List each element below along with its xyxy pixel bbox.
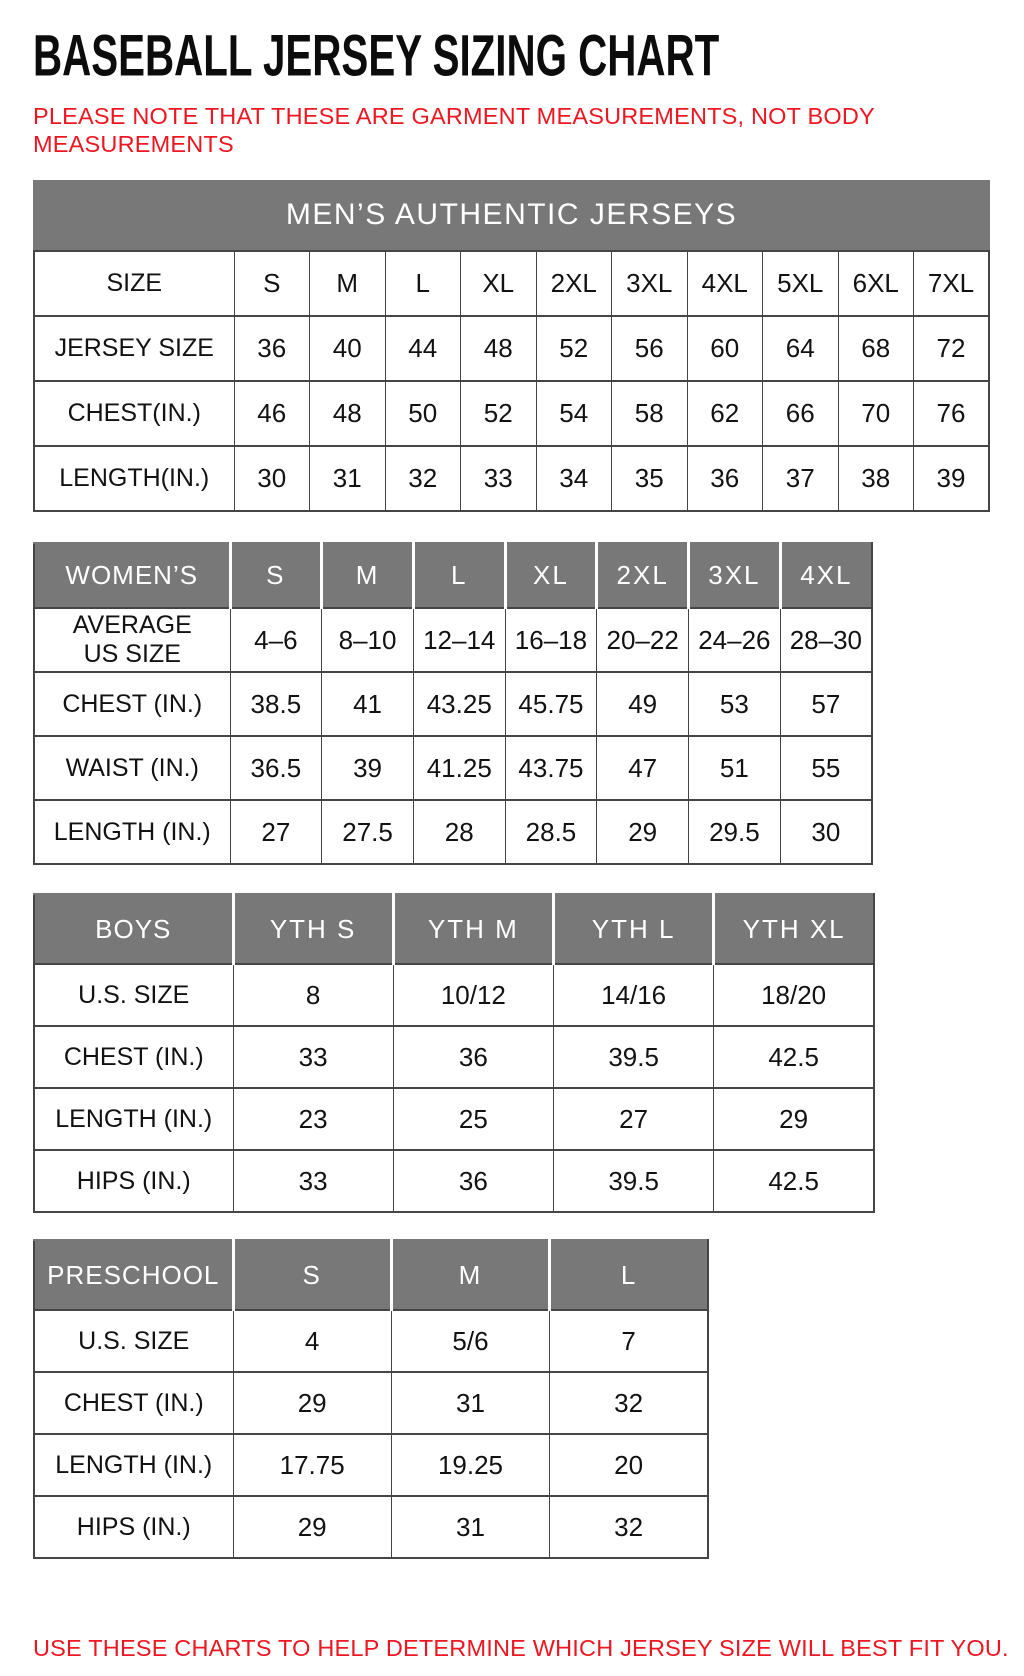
table-row bbox=[34, 1088, 874, 1150]
value-cell: 27 bbox=[230, 800, 322, 864]
header-label-cell: BOYS bbox=[34, 894, 233, 964]
value-cell: 29 bbox=[597, 800, 689, 864]
value-cell: 55 bbox=[780, 736, 872, 800]
value-cell: 33 bbox=[233, 1026, 393, 1088]
table-row bbox=[34, 736, 872, 800]
value-cell: 51 bbox=[689, 736, 781, 800]
value-cell: 16–18 bbox=[505, 608, 597, 672]
value-cell: 19.25 bbox=[391, 1434, 549, 1496]
value-cell: 28.5 bbox=[505, 800, 597, 864]
row-label-cell: HIPS (IN.) bbox=[34, 1150, 233, 1212]
value-cell: 2XL bbox=[536, 251, 612, 316]
value-cell: 49 bbox=[597, 672, 689, 736]
womens-sizing-table bbox=[33, 542, 1024, 865]
value-cell: 29 bbox=[233, 1372, 391, 1434]
value-cell: 46 bbox=[234, 381, 310, 446]
value-cell: 30 bbox=[234, 446, 310, 511]
row-label-cell: LENGTH (IN.) bbox=[34, 800, 230, 864]
value-cell: 20 bbox=[550, 1434, 708, 1496]
value-cell: 18/20 bbox=[714, 964, 874, 1026]
value-cell: 39 bbox=[322, 736, 414, 800]
value-cell: 7XL bbox=[914, 251, 990, 316]
value-cell: 43.25 bbox=[413, 672, 505, 736]
table-grid bbox=[33, 1239, 709, 1559]
value-cell: S bbox=[234, 251, 310, 316]
value-cell: 48 bbox=[310, 381, 386, 446]
value-cell: 8 bbox=[233, 964, 393, 1026]
value-cell: 29 bbox=[233, 1496, 391, 1558]
value-cell: 72 bbox=[914, 316, 990, 381]
value-cell: 14/16 bbox=[554, 964, 714, 1026]
fit-advice-footer: USE THESE CHARTS TO HELP DETERMINE WHICH JERSEY SIZE WILL BEST FIT YOU. bbox=[33, 1635, 1009, 1661]
value-cell: L bbox=[385, 251, 461, 316]
garment-measurement-note: PLEASE NOTE THAT THESE ARE GARMENT MEASUREMENTS, NOT BODY MEASUREMENTS bbox=[33, 103, 875, 157]
table-row bbox=[34, 800, 872, 864]
value-cell: 33 bbox=[461, 446, 537, 511]
value-cell: 34 bbox=[536, 446, 612, 511]
value-cell: 43.75 bbox=[505, 736, 597, 800]
size-header-cell: YTH XL bbox=[714, 894, 874, 964]
row-label-cell: LENGTH (IN.) bbox=[34, 1088, 233, 1150]
header-label-cell: PRESCHOOL bbox=[34, 1240, 233, 1310]
value-cell: 38.5 bbox=[230, 672, 322, 736]
value-cell: 31 bbox=[310, 446, 386, 511]
table-row bbox=[34, 1310, 708, 1372]
table-banner: MEN’S AUTHENTIC JERSEYS bbox=[33, 180, 990, 250]
value-cell: 64 bbox=[763, 316, 839, 381]
value-cell: 31 bbox=[391, 1372, 549, 1434]
value-cell: 42.5 bbox=[714, 1026, 874, 1088]
row-label-cell: LENGTH (IN.) bbox=[34, 1434, 233, 1496]
value-cell: 31 bbox=[391, 1496, 549, 1558]
row-label-cell: CHEST (IN.) bbox=[34, 672, 230, 736]
value-cell: 57 bbox=[780, 672, 872, 736]
value-cell: 24–26 bbox=[689, 608, 781, 672]
header-row bbox=[34, 894, 874, 964]
size-header-cell: M bbox=[322, 543, 414, 608]
boys-sizing-table bbox=[33, 893, 1024, 1213]
value-cell: 12–14 bbox=[413, 608, 505, 672]
size-header-cell: S bbox=[233, 1240, 391, 1310]
header-row bbox=[34, 1240, 708, 1310]
size-header-cell: XL bbox=[505, 543, 597, 608]
value-cell: 4 bbox=[233, 1310, 391, 1372]
value-cell: 70 bbox=[838, 381, 914, 446]
row-label-cell: U.S. SIZE bbox=[34, 1310, 233, 1372]
size-header-cell: YTH M bbox=[393, 894, 553, 964]
value-cell: 20–22 bbox=[597, 608, 689, 672]
size-header-cell: M bbox=[391, 1240, 549, 1310]
value-cell: 40 bbox=[310, 316, 386, 381]
header-label-cell: WOMEN’S bbox=[34, 543, 230, 608]
table-row bbox=[34, 1026, 874, 1088]
row-label-cell: AVERAGE US SIZE bbox=[34, 608, 230, 672]
value-cell: 32 bbox=[550, 1372, 708, 1434]
value-cell: 42.5 bbox=[714, 1150, 874, 1212]
row-label-cell: CHEST (IN.) bbox=[34, 1372, 233, 1434]
value-cell: 38 bbox=[838, 446, 914, 511]
value-cell: 27.5 bbox=[322, 800, 414, 864]
value-cell: 36.5 bbox=[230, 736, 322, 800]
table-row bbox=[34, 1496, 708, 1558]
value-cell: 76 bbox=[914, 381, 990, 446]
value-cell: 58 bbox=[612, 381, 688, 446]
table-row bbox=[34, 446, 989, 511]
value-cell: 48 bbox=[461, 316, 537, 381]
value-cell: 33 bbox=[233, 1150, 393, 1212]
value-cell: 62 bbox=[687, 381, 763, 446]
table-row bbox=[34, 672, 872, 736]
value-cell: XL bbox=[461, 251, 537, 316]
row-label-cell: CHEST(IN.) bbox=[34, 381, 234, 446]
value-cell: 4–6 bbox=[230, 608, 322, 672]
row-label-cell: CHEST (IN.) bbox=[34, 1026, 233, 1088]
table-row bbox=[34, 1372, 708, 1434]
value-cell: 17.75 bbox=[233, 1434, 391, 1496]
value-cell: 32 bbox=[385, 446, 461, 511]
value-cell: 50 bbox=[385, 381, 461, 446]
value-cell: 28–30 bbox=[780, 608, 872, 672]
table-row bbox=[34, 251, 989, 316]
row-label-cell: JERSEY SIZE bbox=[34, 316, 234, 381]
preschool-sizing-table bbox=[33, 1239, 1024, 1559]
value-cell: 41.25 bbox=[413, 736, 505, 800]
value-cell: 4XL bbox=[687, 251, 763, 316]
table-row bbox=[34, 608, 872, 672]
table-grid bbox=[33, 250, 990, 512]
value-cell: 27 bbox=[554, 1088, 714, 1150]
value-cell: 23 bbox=[233, 1088, 393, 1150]
value-cell: 45.75 bbox=[505, 672, 597, 736]
value-cell: 39.5 bbox=[554, 1026, 714, 1088]
row-label-cell: U.S. SIZE bbox=[34, 964, 233, 1026]
value-cell: 37 bbox=[763, 446, 839, 511]
value-cell: 10/12 bbox=[393, 964, 553, 1026]
table-row bbox=[34, 381, 989, 446]
value-cell: 5XL bbox=[763, 251, 839, 316]
value-cell: 6XL bbox=[838, 251, 914, 316]
table-row bbox=[34, 316, 989, 381]
value-cell: 8–10 bbox=[322, 608, 414, 672]
value-cell: 39.5 bbox=[554, 1150, 714, 1212]
value-cell: 25 bbox=[393, 1088, 553, 1150]
value-cell: 56 bbox=[612, 316, 688, 381]
value-cell: 47 bbox=[597, 736, 689, 800]
mens-sizing-table bbox=[33, 180, 1024, 512]
value-cell: 60 bbox=[687, 316, 763, 381]
value-cell: 52 bbox=[461, 381, 537, 446]
row-label-cell: HIPS (IN.) bbox=[34, 1496, 233, 1558]
value-cell: 5/6 bbox=[391, 1310, 549, 1372]
value-cell: 66 bbox=[763, 381, 839, 446]
value-cell: 7 bbox=[550, 1310, 708, 1372]
value-cell: 30 bbox=[780, 800, 872, 864]
row-label-cell: SIZE bbox=[34, 251, 234, 316]
row-label-cell: WAIST (IN.) bbox=[34, 736, 230, 800]
value-cell: 68 bbox=[838, 316, 914, 381]
value-cell: 35 bbox=[612, 446, 688, 511]
value-cell: 29 bbox=[714, 1088, 874, 1150]
value-cell: 44 bbox=[385, 316, 461, 381]
table-row bbox=[34, 1434, 708, 1496]
value-cell: 3XL bbox=[612, 251, 688, 316]
size-header-cell: 3XL bbox=[689, 543, 781, 608]
table-row bbox=[34, 1150, 874, 1212]
size-header-cell: L bbox=[413, 543, 505, 608]
value-cell: 36 bbox=[393, 1026, 553, 1088]
size-header-cell: 4XL bbox=[780, 543, 872, 608]
value-cell: 28 bbox=[413, 800, 505, 864]
value-cell: 54 bbox=[536, 381, 612, 446]
value-cell: 36 bbox=[687, 446, 763, 511]
value-cell: 36 bbox=[393, 1150, 553, 1212]
value-cell: 52 bbox=[536, 316, 612, 381]
value-cell: M bbox=[310, 251, 386, 316]
size-header-cell: 2XL bbox=[597, 543, 689, 608]
header-row bbox=[34, 543, 872, 608]
table-row bbox=[34, 964, 874, 1026]
value-cell: 53 bbox=[689, 672, 781, 736]
table-grid bbox=[33, 893, 875, 1213]
value-cell: 39 bbox=[914, 446, 990, 511]
value-cell: 36 bbox=[234, 316, 310, 381]
size-header-cell: YTH S bbox=[233, 894, 393, 964]
size-header-cell: L bbox=[550, 1240, 708, 1310]
value-cell: 29.5 bbox=[689, 800, 781, 864]
size-header-cell: YTH L bbox=[554, 894, 714, 964]
row-label-cell: LENGTH(IN.) bbox=[34, 446, 234, 511]
size-header-cell: S bbox=[230, 543, 322, 608]
table-grid bbox=[33, 542, 873, 865]
value-cell: 41 bbox=[322, 672, 414, 736]
page-title: BASEBALL JERSEY SIZING CHART bbox=[33, 21, 720, 88]
value-cell: 32 bbox=[550, 1496, 708, 1558]
